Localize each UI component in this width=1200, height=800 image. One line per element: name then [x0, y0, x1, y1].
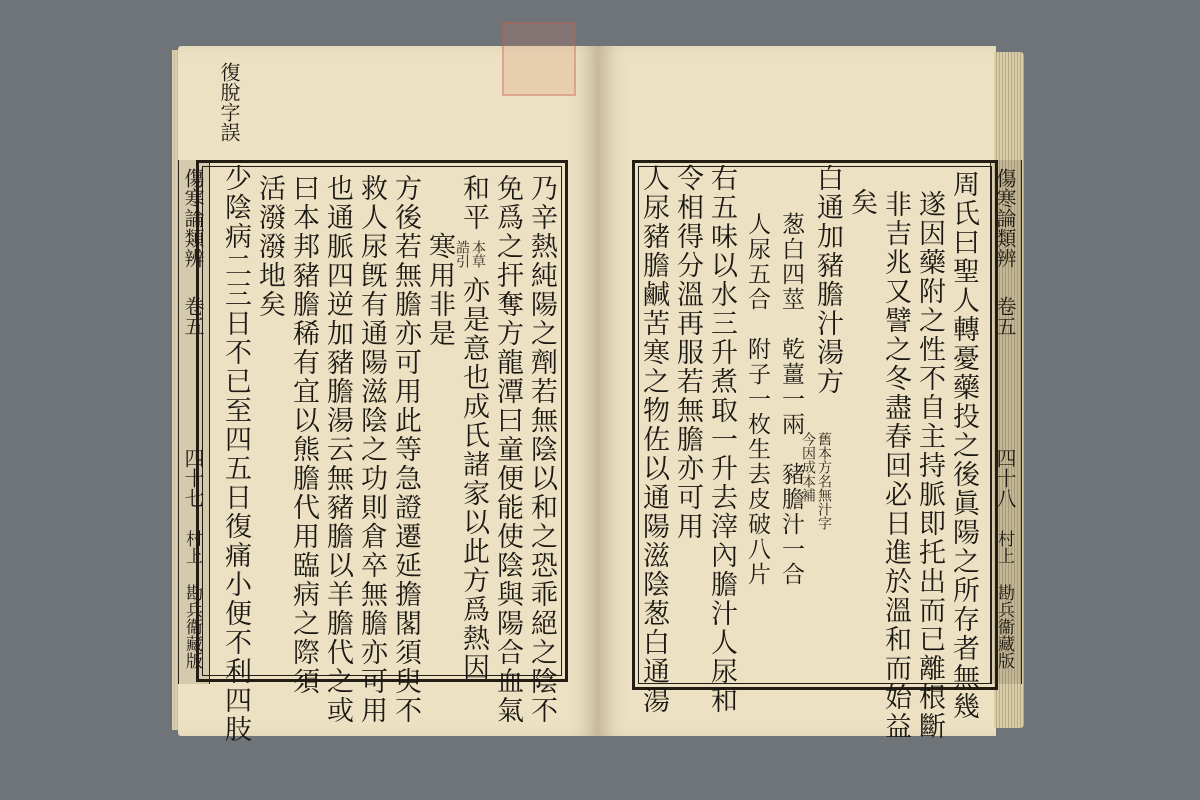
- left-col-3-note-a: 本草: [470, 240, 486, 268]
- marginal-note: 復脫字誤: [217, 62, 241, 142]
- left-col-6: 救人尿旣有通陽滋陰之功則倉卒無膽亦可用: [356, 174, 387, 725]
- left-col-4: 寒用非是: [424, 232, 455, 348]
- right-col-8: 右五味以水三升煮取一升去滓內膽汁人尿和: [706, 164, 737, 715]
- left-col-3-head: 和平: [458, 174, 489, 232]
- left-col-9: 活潑潑地矣: [254, 174, 285, 319]
- left-col-1: 乃辛熱純陽之劑若無陰以和之恐乖絕之陰不: [526, 174, 557, 725]
- left-spine-title: 傷寒論類辨: [181, 168, 205, 268]
- right-col-3: 非吉兆又譬之冬盡春回必日進於溫和而始益: [880, 190, 911, 741]
- collector-seal-stamp: [502, 22, 576, 96]
- left-col-3-tail: 亦是意也成氏諸家以此方爲熱因: [458, 276, 489, 682]
- left-spine-volume: 卷五: [181, 296, 205, 336]
- left-col-3: [458, 174, 488, 232]
- left-spine-publisher: 村上 勘兵衞藏版: [182, 530, 202, 669]
- right-col-1: 周氏曰聖人轉憂藥投之後眞陽之所存者無幾: [948, 170, 979, 721]
- left-col-5: 方後若無膽亦可用此等急證遷延擔閣須臾不: [390, 174, 421, 725]
- ingredients-row-2: 人尿五合 附子一枚生去皮破八片: [744, 212, 770, 587]
- recipe-title-note: 舊本方名無汁字今因成本補: [800, 432, 832, 530]
- left-col-8: 曰本邦豬膽稀有宜以熊膽代用臨病之際須: [288, 174, 319, 696]
- right-col-2: 遂因藥附之性不自主持脈即托出而已離根斷: [914, 190, 945, 741]
- left-col-7: 也通脈四逆加豬膽湯云無豬膽以羊膽代之或: [322, 174, 353, 725]
- right-spine-title: 傷寒論類辨: [993, 168, 1017, 268]
- right-col-9: 令相得分溫再服若無膽亦可用: [672, 164, 703, 541]
- right-spine-publisher: 村上 勘兵衞藏版: [994, 530, 1014, 669]
- ingredients-row-1: 葱白四莖 乾薑一兩 豬膽汁一合: [778, 212, 804, 587]
- right-col-10: 人尿豬膽鹹苦寒之物佐以通陽滋陰葱白通湯: [638, 164, 669, 715]
- left-col-3-note-b: 誥引: [454, 240, 470, 268]
- left-col-2: 免爲之扞奪方龍潭曰童便能使陰與陽合血氣: [492, 174, 523, 725]
- left-spine-folio: 四十七: [181, 448, 205, 508]
- right-spine-folio: 四十八: [993, 448, 1017, 508]
- right-spine-volume: 卷五: [993, 296, 1017, 336]
- left-col-10: 少陰病二三日不已至四五日復痛小便不利四肢: [220, 164, 251, 744]
- right-col-4: 矣: [846, 188, 877, 217]
- recipe-title: 白通加豬膽汁湯方: [812, 164, 843, 396]
